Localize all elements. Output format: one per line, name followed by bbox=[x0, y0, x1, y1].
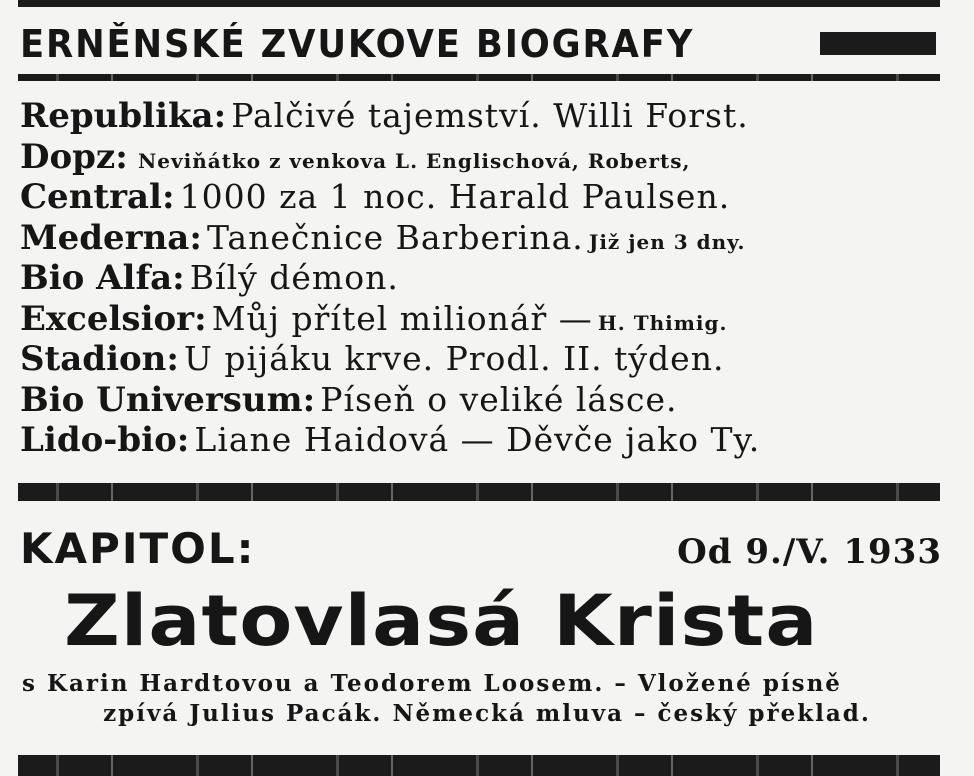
film-info: Bílý démon. bbox=[189, 258, 399, 297]
film-extra-info: H. Thimig. bbox=[597, 310, 728, 335]
venue-name: Republika: bbox=[20, 96, 227, 136]
venue-name: Stadion: bbox=[20, 339, 179, 379]
feature-cast-line-1: s Karin Hardtovou a Teodorem Loosem. – Vložené písně bbox=[22, 670, 842, 697]
top-border-rule bbox=[18, 0, 940, 7]
listing-row bbox=[20, 137, 944, 178]
film-info: 1000 za 1 noc. Harald Paulsen. bbox=[179, 177, 731, 216]
header-underline-rule bbox=[18, 74, 940, 81]
listing-row bbox=[20, 339, 944, 380]
listing-row bbox=[20, 420, 944, 461]
film-info: Můj přítel milionář — bbox=[211, 298, 593, 338]
film-info: Píseň o veliké lásce. bbox=[320, 379, 678, 419]
film-extra-info: Již jen 3 dny. bbox=[588, 229, 746, 254]
bottom-border-rule bbox=[18, 755, 940, 776]
listing-row bbox=[20, 218, 944, 259]
venue-name: Bio Alfa: bbox=[20, 258, 185, 298]
venue-name: Central: bbox=[20, 177, 175, 217]
film-info: Liane Haidová — Děvče jako Ty. bbox=[194, 420, 761, 459]
header-title: ERNĚNSKÉ ZVUKOVE BIOGRAFY bbox=[20, 22, 695, 66]
film-info: Palčivé tajemství. Willi Forst. bbox=[231, 96, 749, 135]
feature-date: Od 9./V. 1933 bbox=[677, 532, 942, 572]
feature-cinema-name: KAPITOL: bbox=[20, 524, 256, 573]
section-divider-rule bbox=[18, 483, 940, 501]
venue-name: Excelsior: bbox=[20, 298, 207, 339]
film-info: U pijáku krve. Prodl. II. týden. bbox=[184, 339, 725, 378]
feature-film-title: Zlatovlasá Krista bbox=[64, 580, 819, 662]
venue-name: Bio Universum: bbox=[20, 379, 316, 420]
listing-row bbox=[20, 96, 944, 137]
feature-cast-line-2: zpívá Julius Pacák. Německá mluva – český překlad. bbox=[103, 700, 871, 727]
listing-row bbox=[20, 380, 944, 421]
listing-row bbox=[20, 258, 944, 299]
film-info: Tanečnice Barberina. bbox=[206, 217, 584, 257]
header-dark-block bbox=[820, 32, 936, 55]
venue-name: Mederna: bbox=[20, 217, 202, 258]
film-extra-info: Neviňátko z venkova L. Englischová, Roberts, bbox=[137, 148, 691, 173]
listing-row bbox=[20, 299, 944, 340]
venue-name: Lido-bio: bbox=[20, 420, 190, 460]
cinema-listings bbox=[20, 96, 944, 461]
listing-row bbox=[20, 177, 944, 218]
venue-name: Dopz: bbox=[20, 136, 128, 177]
